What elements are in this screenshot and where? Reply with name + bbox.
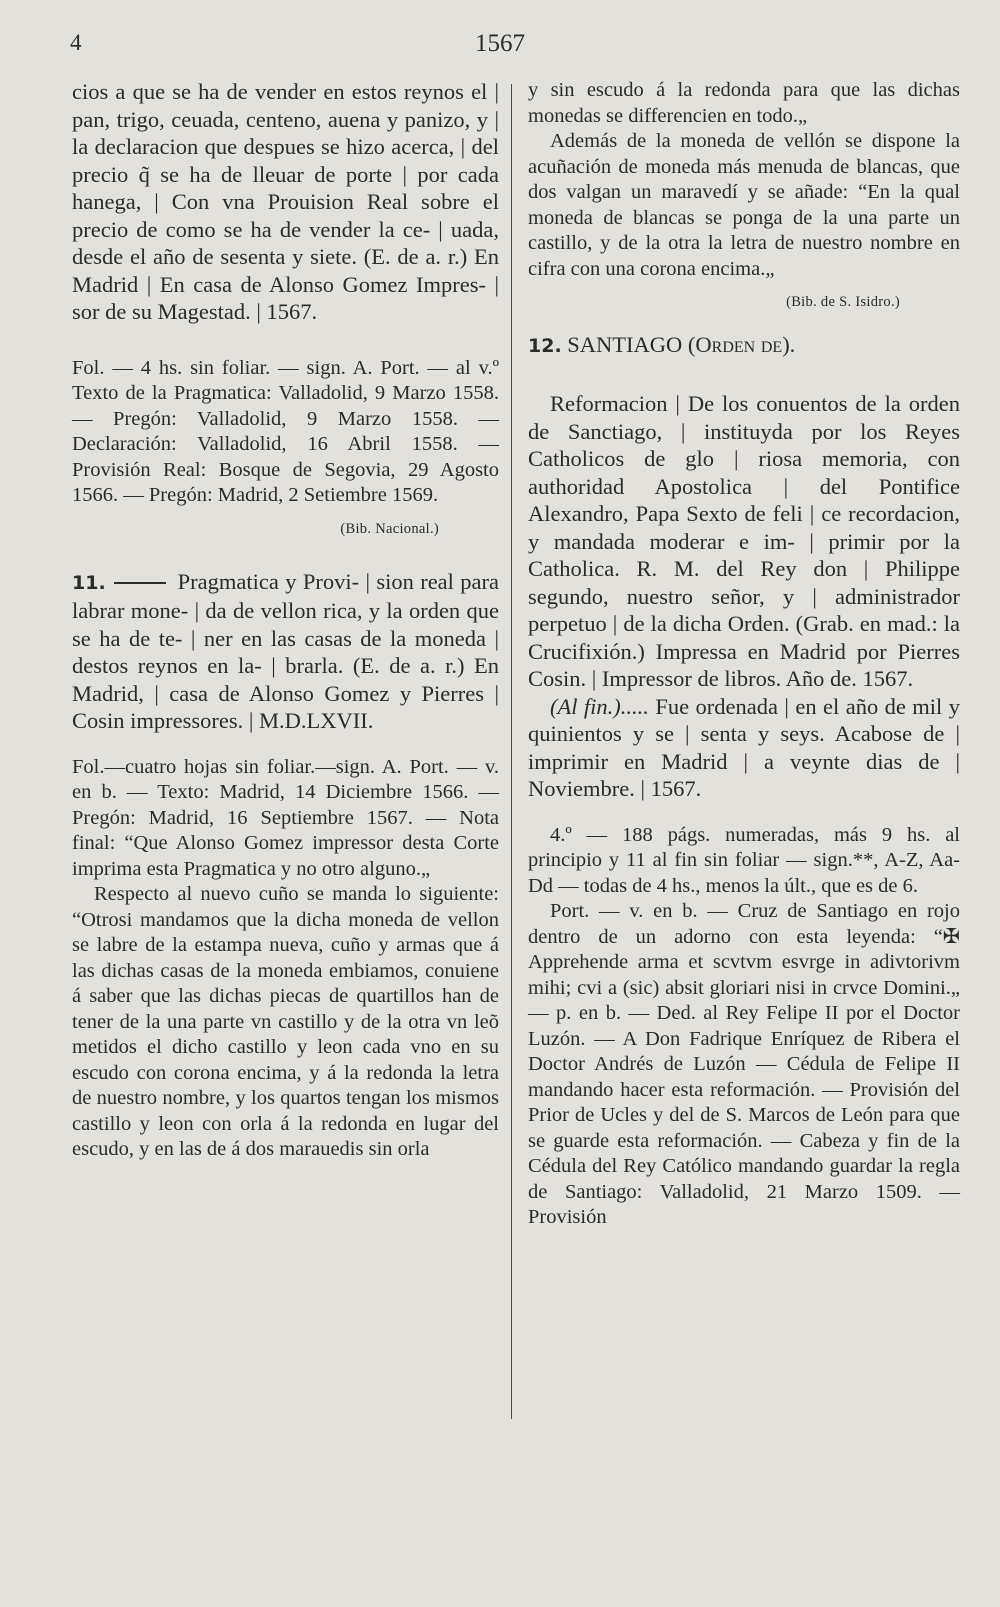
entry-12-collation: 4.º — 188 págs. numeradas, más 9 hs. al principio y 11 al fin sin foliar — sign.**, A-Z, Aa-Dd — todas de 4 hs., menos la últ., que es de 6.: [528, 823, 960, 897]
colophon-label: (Al fin.).....: [550, 693, 649, 719]
entry-11-title: [72, 568, 499, 735]
entry-12-colophon: [528, 693, 960, 803]
entry-11-note-blancas: Además de la moneda de vellón se dispone la acuñación de moneda más menuda de blancas, que dos valgan un maravedí y se añade: “En la qual moneda de blancas se ponga de la una parte un castillo, y de la otra la letra de nuestro nombre en cifra con una corona encima.„: [528, 130, 960, 280]
entry-11-description: Fol.—cuatro hojas sin foliar.—sign. A. Port. — v. en b. — Texto: Madrid, 14 Diciembre 1566. — Pregón: Madrid, 16 Septiembre 1567. — Nota final: “Que Alonso Gomez impressor desta Corte imprima esta Pragmatica y no otro alguno.„: [72, 755, 499, 880]
entry-10-source: (Bib. Nacional.): [340, 520, 439, 537]
running-head-year: 1567: [475, 30, 525, 57]
page-number: 4: [70, 30, 82, 55]
entry-11-note-continued: y sin escudo á la redonda para que las dichas monedas se differencien en todo.„: [528, 79, 960, 127]
entry-12-number: 12.: [528, 335, 562, 357]
entry-12-title: Reformacion | De los conuentos de la orden de Sanctiago, | instituyda por los Reyes Catholicos de glo | riosa memoria, con authoridad Apostolica | del Pontifice Alexandro, Papa Sexto de feli | ce recordacion, y mandada moderar e im- | primir por la Catholica. R. M. del Rey don | Philippe segundo, nuestro señor, y | administrador perpetuo | de la dicha Orden. (Grab. en mad.: la Crucifixión.) Impressa en Madrid por Pierres Cosin. | Impressor de libros. Año de. 1567.: [528, 391, 960, 691]
colophon-text: Fue ordenada | en el año de mil y quinientos y se | senta y seys. Acabose de | imprimir en Madrid | a veynte dias de | Noviembre. | 1567.: [528, 693, 960, 801]
column-divider: [511, 84, 512, 1419]
right-column: [528, 78, 960, 1231]
entry-12-contents: Port. — v. en b. — Cruz de Santiago en rojo dentro de un adorno con esta leyenda: “✠ Apprehende arma et scvtvm esvrge in adivtorivm mihi; cvi a (sic) absit gloriari nisi in crvce Domini.„ — p. en b. — Ded. al Rey Felipe II por el Doctor Luzón. — A Don Fadrique Enríquez de Ribera el Doctor Andrés de Luzón — Cédula de Felipe II mandando hacer esta reformación. — Provisión del Prior de Ucles y del de S. Marcos de León para que se guarde esta reformación. — Cabeza y fin de la Cédula del Rey Católico mandando guardar la regla de Santiago: Valladolid, 21 Marzo 1509. — Provisión: [528, 900, 960, 1228]
page-header: [70, 30, 930, 66]
entry-10-title-end: cios a que se ha de vender en estos reynos el | pan, trigo, ceuada, centeno, auena y panizo, y | la declaracion que despues se hizo acerca, | del precio q̃ se ha de lleuar de porte | por cada hanega, | Con vna Prouision Real sobre el precio de como se ha de vender la ce- | uada, desde el año de sesenta y siete. (E. de a. r.) En Madrid | En casa de Alonso Gomez Impres- | sor de su Magestad. | 1567.: [72, 79, 499, 324]
heading-small-caps: Orden de: [695, 332, 783, 357]
ditto-dash: [114, 582, 166, 584]
entry-11-title-text: Pragmatica y Provi- | sion real para labrar mone- | da de vellon rica, y la orden que se ha de te- | ner en las casas de la moneda | destos reynos en la- | brarla. (E. de a. r.) En Madrid, | casa de Alonso Gomez y Pierres | Cosin impressores. | M.D.LXVII.: [72, 568, 499, 733]
entry-10-description: Fol. — 4 hs. sin foliar. — sign. A. Port. — al v.º Texto de la Pragmatica: Valladolid, 9 Marzo 1558. — Pregón: Valladolid, 9 Marzo 1558. — Declaración: Valladolid, 16 Abril 1558. — Provisión Real: Bosque de Segovia, 29 Agosto 1566. — Pregón: Madrid, 2 Setiembre 1569.: [72, 356, 499, 506]
entry-11-number: 11.: [72, 571, 106, 594]
entry-11-source: (Bib. de S. Isidro.): [786, 294, 900, 310]
entry-12-heading: [528, 331, 960, 360]
left-column: [72, 78, 499, 1163]
heading-close: ).: [782, 332, 796, 357]
entry-11-note: Respecto al nuevo cuño se manda lo siguiente: “Otrosi mandamos que la dicha moneda de vellon se labre de la estampa nueva, cuño y armas que á las dichas casas de la moneda embiamos, conuiene á saber que las dichas piecas de quartillos han de tener de la una parte vn castillo y de la otra vn leõ metidos el dicho castillo y leon cada vno en su escudo con corona encima, y á la redonda la letra de nuestro nombre, y los quartos tengan los mismos castillo y leon con orla á la redonda en lugar del escudo, y en las de á dos marauedis sin orla: [72, 883, 499, 1160]
heading-main: SANTIAGO (: [567, 332, 696, 357]
